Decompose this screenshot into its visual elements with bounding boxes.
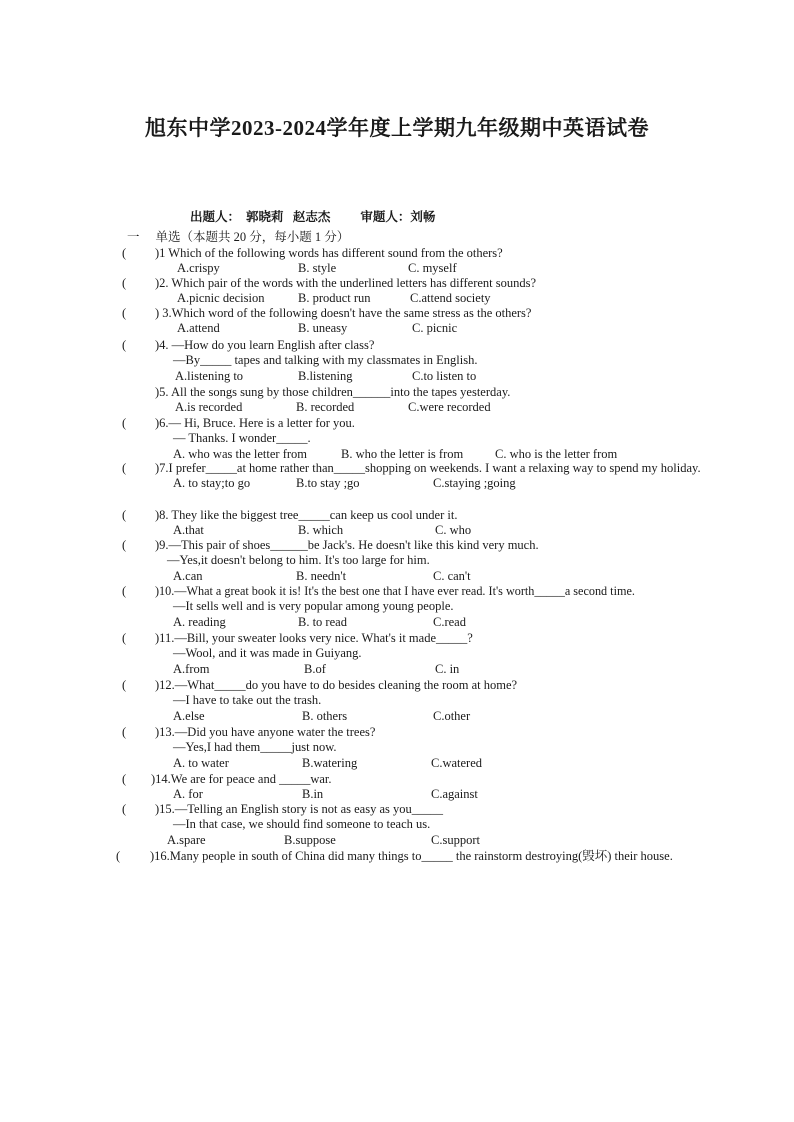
option-b[interactable]: B. who the letter is from: [341, 446, 464, 461]
answer-bracket[interactable]: (: [122, 678, 127, 692]
exam-title: 旭东中学2023-2024学年度上学期九年级期中英语试卷: [145, 116, 649, 140]
section-title: 单选（本题共 20 分，每小题 1 分）: [155, 230, 350, 244]
option-a[interactable]: A. who was the letter from: [173, 446, 307, 461]
option-b[interactable]: B. which: [298, 523, 344, 538]
option-b[interactable]: B. recorded: [296, 400, 355, 415]
question-stem: )1 Which of the following words has different sound from the others?: [155, 246, 503, 260]
question-stem: )7.I prefer_____at home rather than_____shopping on weekends. I want a relaxing way to spend my holiday.: [155, 461, 701, 475]
option-a[interactable]: A. reading: [173, 614, 226, 629]
option-b[interactable]: B.suppose: [284, 832, 336, 847]
answer-bracket[interactable]: (: [122, 725, 127, 739]
answer-bracket[interactable]: (: [122, 461, 127, 475]
dialogue-line: —It sells well and is very popular among young people.: [173, 599, 454, 614]
answer-bracket[interactable]: (: [122, 631, 127, 645]
option-c[interactable]: C.support: [431, 832, 480, 847]
section-heading: [127, 227, 349, 245]
question-stem: )13.—Did you have anyone water the trees?: [155, 725, 376, 739]
option-a[interactable]: A. for: [173, 787, 203, 802]
question-stem: ) 3.Which word of the following doesn't have the same stress as the others?: [155, 306, 532, 320]
answer-bracket[interactable]: (: [122, 584, 127, 598]
option-b[interactable]: B. needn't: [296, 568, 347, 583]
options-row: [155, 291, 705, 306]
option-c[interactable]: C. can't: [433, 568, 471, 583]
dialogue-line: —Wool, and it was made in Guiyang.: [173, 646, 362, 661]
option-c[interactable]: C. who: [435, 523, 472, 538]
options-row: [155, 709, 705, 724]
answer-bracket[interactable]: (: [122, 338, 127, 352]
options-row: [155, 569, 705, 584]
dialogue-line: —Yes,I had them_____just now.: [173, 740, 337, 755]
options-row: [155, 369, 705, 384]
answer-bracket[interactable]: (: [116, 849, 121, 863]
answer-bracket[interactable]: (: [122, 416, 127, 430]
question-stem: )14.We are for peace and _____war.: [151, 772, 332, 786]
author-line: [190, 207, 435, 225]
dialogue-line: — Thanks. I wonder_____.: [173, 431, 311, 446]
option-a[interactable]: A.listening to: [175, 368, 244, 383]
option-a[interactable]: A. to stay;to go: [173, 476, 251, 491]
option-c[interactable]: C. myself: [408, 261, 457, 276]
option-c[interactable]: C.read: [433, 614, 466, 629]
options-row: [155, 833, 705, 848]
option-a[interactable]: A.picnic decision: [177, 291, 265, 306]
options-row: [155, 321, 705, 336]
dialogue-line: —In that case, we should find someone to teach us.: [173, 817, 431, 832]
options-row: [155, 662, 705, 677]
option-c[interactable]: C. picnic: [412, 321, 458, 336]
option-b[interactable]: B.of: [304, 661, 326, 676]
question-stem: )16.Many people in south of China did many things to_____ the rainstorm destroying(毁坏) their house.: [150, 849, 673, 863]
dialogue-line: —I have to take out the trash.: [173, 693, 322, 708]
setters: 郭晓莉 赵志杰: [246, 210, 331, 224]
question-stem: )11.—Bill, your sweater looks very nice. What's it made_____?: [155, 631, 473, 645]
option-c[interactable]: C.staying ;going: [433, 476, 516, 491]
option-c[interactable]: C.other: [433, 708, 471, 723]
option-c[interactable]: C. who is the letter from: [495, 446, 618, 461]
reviewer: 刘畅: [410, 210, 436, 224]
option-c[interactable]: C.to listen to: [412, 368, 477, 383]
question-stem: )5. All the songs sung by those children______into the tapes yesterday.: [155, 385, 511, 399]
option-b[interactable]: B. others: [302, 708, 348, 723]
option-a[interactable]: A.spare: [167, 832, 206, 847]
options-row: [155, 615, 705, 630]
options-row: [155, 787, 705, 802]
option-c[interactable]: C. in: [435, 661, 460, 676]
question-stem: )4. —How do you learn English after class?: [155, 338, 375, 352]
dialogue-line: —By_____ tapes and talking with my classmates in English.: [173, 353, 478, 368]
option-a[interactable]: A.can: [173, 568, 203, 583]
option-b[interactable]: B.to stay ;go: [296, 476, 360, 491]
option-c[interactable]: C.were recorded: [408, 400, 491, 415]
option-a[interactable]: A.attend: [177, 321, 220, 336]
options-row: [155, 756, 705, 771]
answer-bracket[interactable]: (: [122, 508, 127, 522]
question-stem: )2. Which pair of the words with the underlined letters has different sounds?: [155, 276, 537, 290]
option-a[interactable]: A.is recorded: [175, 400, 243, 415]
option-b[interactable]: B.watering: [302, 755, 358, 770]
question-stem: )6.— Hi, Bruce. Here is a letter for you.: [155, 416, 355, 430]
option-b[interactable]: B.listening: [298, 368, 353, 383]
option-b[interactable]: B. uneasy: [298, 321, 348, 336]
answer-bracket[interactable]: (: [122, 246, 127, 260]
option-c[interactable]: C.watered: [431, 755, 483, 770]
reviewer-label: 审题人：: [360, 210, 411, 224]
option-b[interactable]: B. style: [298, 261, 337, 276]
options-row: [155, 523, 705, 538]
option-a[interactable]: A.crispy: [177, 261, 220, 276]
options-row: [155, 476, 705, 491]
answer-bracket[interactable]: (: [122, 802, 127, 816]
option-c[interactable]: C.attend society: [410, 291, 491, 306]
option-c[interactable]: C.against: [431, 787, 478, 802]
section-number: 一: [127, 230, 140, 244]
question-stem: )8. They like the biggest tree_____can keep us cool under it.: [155, 508, 458, 522]
question-stem: )12.—What_____do you have to do besides cleaning the room at home?: [155, 678, 518, 692]
option-b[interactable]: B.in: [302, 787, 324, 802]
option-a[interactable]: A.else: [173, 708, 205, 723]
option-a[interactable]: A. to water: [173, 755, 229, 770]
option-b[interactable]: B. to read: [298, 614, 347, 629]
options-row: [155, 261, 705, 276]
option-b[interactable]: B. product run: [298, 291, 371, 306]
dialogue-line: —Yes,it doesn't belong to him. It's too large for him.: [167, 553, 430, 568]
answer-bracket[interactable]: (: [122, 306, 127, 320]
options-row: [155, 400, 705, 415]
setter-label: 出题人：: [190, 210, 241, 224]
options-row: [155, 447, 705, 462]
option-a[interactable]: A.from: [173, 661, 210, 676]
answer-bracket[interactable]: (: [122, 276, 127, 290]
answer-bracket[interactable]: (: [122, 538, 127, 552]
question-stem: )9.—This pair of shoes______be Jack's. He doesn't like this kind very much.: [155, 538, 539, 552]
question-stem: )15.—Telling an English story is not as easy as you_____: [155, 802, 443, 816]
answer-bracket[interactable]: (: [122, 772, 127, 786]
question-stem: )10.—What a great book it is! It's the best one that I have ever read. It's worth_____a second time.: [155, 584, 635, 598]
option-a[interactable]: A.that: [173, 523, 204, 538]
